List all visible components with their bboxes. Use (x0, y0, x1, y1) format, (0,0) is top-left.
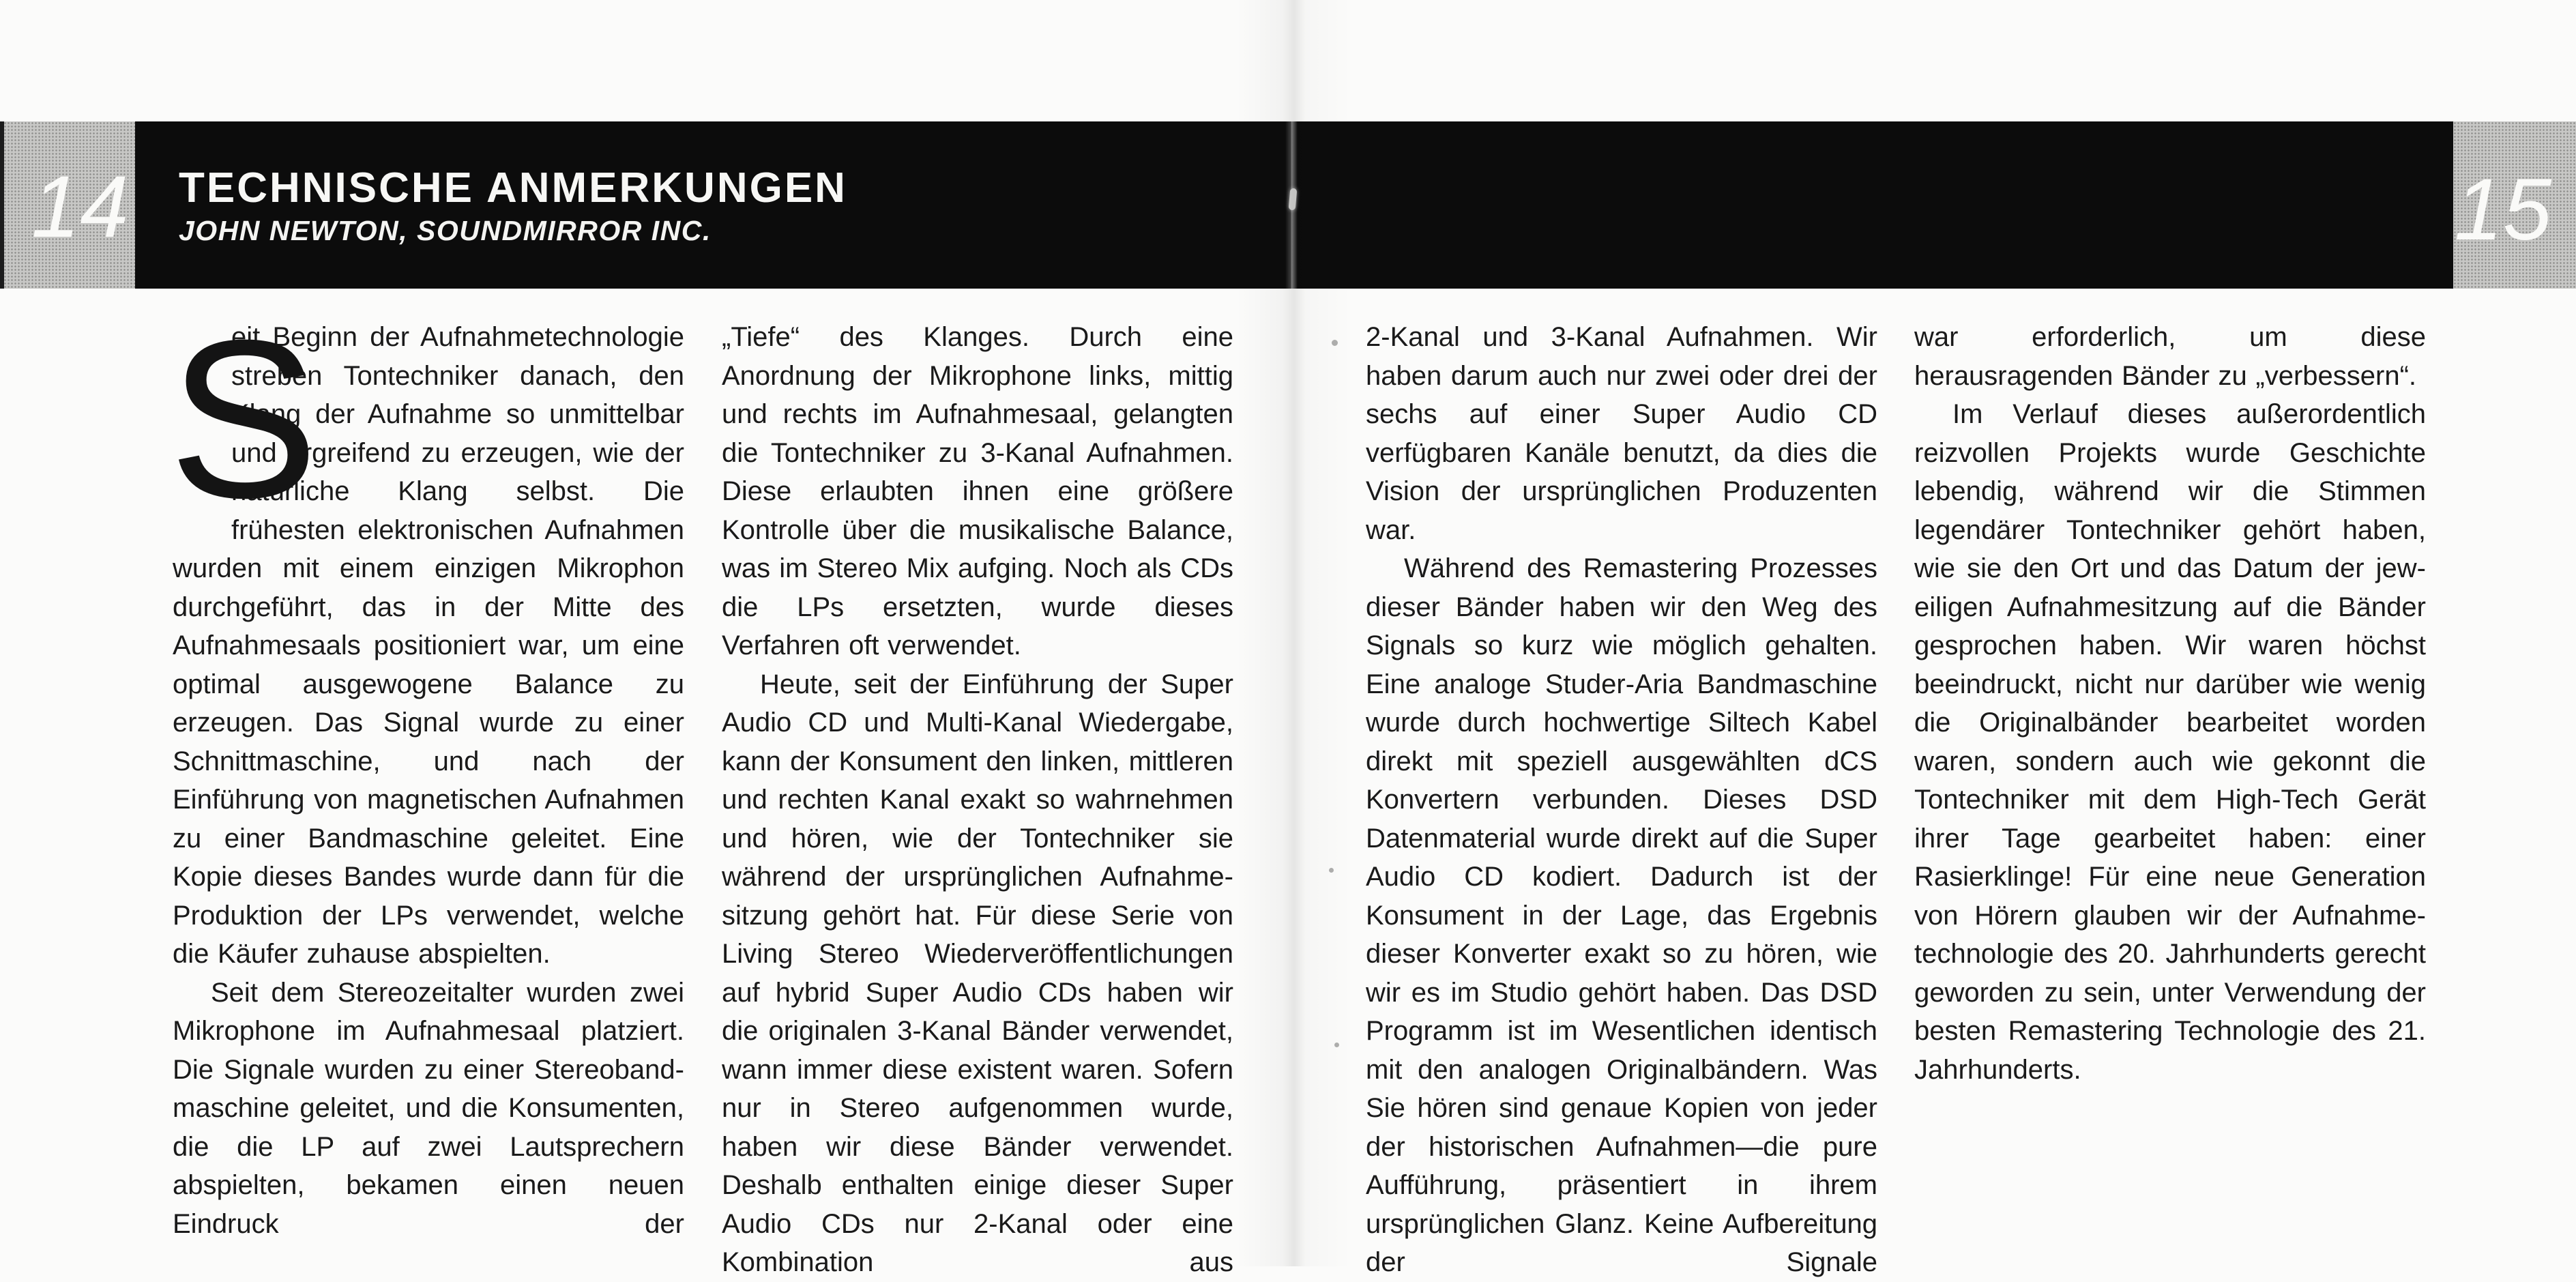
drop-cap: S (169, 293, 319, 544)
paragraph (169, 293, 684, 974)
text-column-2 (722, 318, 1233, 1282)
author-byline: JOHN NEWTON, SOUNDMIRROR INC. (179, 215, 712, 246)
text-column-3 (1366, 318, 1877, 1282)
paragraph: war erforderlich, um diese herausragenden Bänder zu „verbessern“. (1914, 322, 2426, 391)
paragraph: Seit dem Stereozeitalter wurden zwei Mikrophone im Aufnahmesaal platziert. Die Signale wurden zu einer Stereobandmaschine geleitet, und die Konsumenten, die die LP auf zwei Lautsprechern abspielten, bekamen einen neuen Eindruck der (173, 977, 684, 1239)
text-column-4 (1914, 318, 2426, 1089)
left-page-number: 14 (31, 158, 129, 256)
header-band (135, 121, 2453, 289)
right-page-number: 15 (2454, 161, 2551, 259)
paragraph: „Tiefe“ des Klanges. Durch eine Anordnung der Mikrophone links, mittig und rechts im Aufnahmesaal, gelangten die Tontechniker zu 3-Kanal Aufnahmen. Diese erlaubten ihnen eine größere Kontrolle über die musikalische Balance, was im Stereo Mix aufging. Noch als CDs die LPs ersetzten, wurde dieses Verfahren oft verwendet. (722, 322, 1233, 660)
scan-speck (1329, 868, 1334, 873)
paragraph: Während des Remastering Prozesses dieser Bänder haben wir den Weg des Signals so kurz wie möglich gehalten. Eine analoge Studer-Aria Bandmaschine wurde durch hochwertige Siltech Kabel direkt mit speziell ausgewählten dCS Konvertern verbunden. Dieses DSD Datenmaterial wurde direkt auf die Super Audio CD kodiert. Dadurch ist der Konsument in der Lage, das Ergebnis dieser Konverter exakt so zu hören, wie wir es im Studio gehört haben. Das DSD Programm ist im Wesentlichen identisch mit den analogen Originalbändern. Was Sie hören sind genaue Kopien von jeder der historischen Aufnahmen—die pure Aufführung, präsentiert in ihrem ursprünglichen Glanz. Keine Aufbereitung der Signale (1366, 553, 1877, 1277)
page-title: TECHNISCHE ANMERKUNGEN (179, 164, 847, 212)
paragraph: 2-Kanal und 3-Kanal Aufnahmen. Wir haben darum auch nur zwei oder drei der sechs auf einer Super Audio CD verfügbaren Kanäle benutzt, da dies die Vision der ursprünglichen Produzenten war. (1366, 322, 1877, 545)
scan-speck (1332, 340, 1338, 346)
paragraph: Im Verlauf dieses außerordentlich reizvollen Projekts wurde Geschichte lebendig, während wir die Stimmen legendärer Tontechniker gehört haben, wie sie den Ort und das Datum der jeweiligen Aufnahmesitzung auf die Bänder gesprochen haben. Wir waren höchst beeindruckt, nicht nur darüber wie wenig die Originalbänder bearbeitet worden waren, sondern auch wie gekonnt die Tontechniker mit dem High-Tech Gerät ihrer Tage gearbeitet haben: einer Rasierklinge! Für eine neue Generation von Hörern glauben wir der Aufnahmetechnologie des 20. Jahrhunderts gerecht geworden zu sein, unter Verwendung der besten Remastering Technologie des 21. Jahrhunderts. (1914, 399, 2426, 1085)
header (179, 166, 847, 246)
text-column-1 (169, 293, 684, 1243)
left-page-edge-strip (0, 121, 135, 289)
right-page-edge-strip (2453, 121, 2576, 289)
paragraph-text: eit Beginn der Aufnahmetechnologie streben Tontechniker danach, den Klang der Aufnahme so unmittelbar und ergreifend zu erzeugen, wie der natürliche Klang selbst. Die frühesten elektronischen Aufnahmen wurden mit einem einzigen Mikrophon durchgeführt, das in der Mitte des Aufnahmesaals positioniert war, um eine optimal ausgewogene Balance zu erzeugen. Das Signal wurde zu einer Schnittmaschine, und nach der Einführung von magnetischen Aufnahmen zu einer Bandmaschine geleitet. Eine Kopie dieses Bandes wurde dann für die Produktion der LPs verwendet, welche die Käufer zuhause abspielten. (173, 322, 684, 969)
scan-speck (1334, 1043, 1339, 1047)
paragraph: Heute, seit der Einführung der Super Audio CD und Multi-Kanal Wiedergabe, kann der Konsument den linken, mittleren und rechten Kanal exakt so wahrnehmen und hören, wie der Tontechniker sie während der ursprünglichen Aufnahmesitzung gehört hat. Für diese Serie von Living Stereo Wiederveröffentlichungen auf hybrid Super Audio CDs haben wir die originalen 3-Kanal Bänder verwendet, wann immer diese existent waren. Sofern nur in Stereo aufgenommen wurde, haben wir diese Bänder verwendet. Deshalb enthalten einige dieser Super Audio CDs nur 2-Kanal oder eine Kombination aus (722, 669, 1233, 1277)
